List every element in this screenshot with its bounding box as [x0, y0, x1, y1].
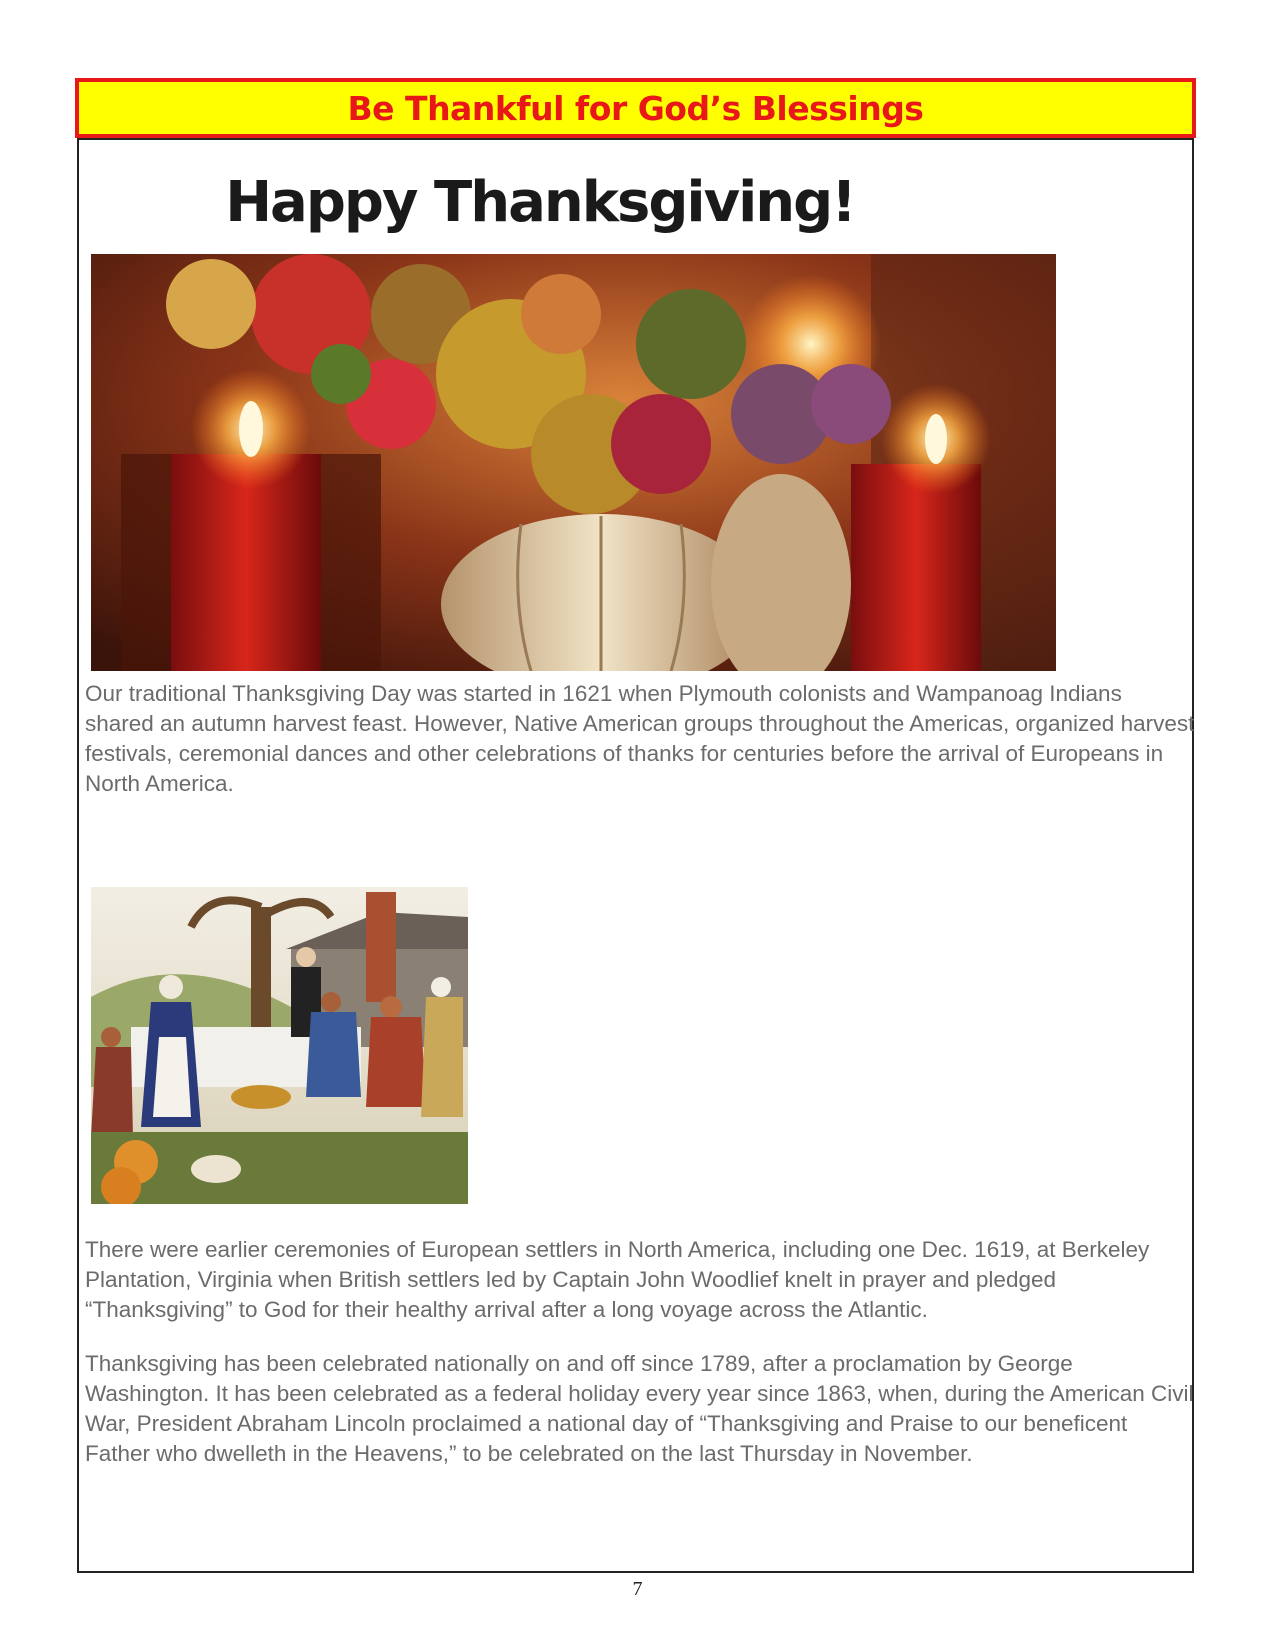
paragraph-earlier-ceremonies: There were earlier ceremonies of European settlers in North America, including one Dec. 1619, at Berkeley Plantation, Virginia when British settlers led by Captain John Woodlief knelt in prayer and pledged “Thanksgiving” to God for their healthy arrival after a long voyage across the Atlantic. [85, 1237, 1150, 1322]
page-headline: Happy Thanksgiving! [225, 170, 855, 235]
page-number: 7 [632, 1578, 643, 1600]
banner-box [75, 78, 1196, 138]
centerpiece-photo [91, 254, 1056, 671]
paragraph-national-holiday: Thanksgiving has been celebrated nationally on and off since 1789, after a proclamation by George Washington. It has been celebrated as a federal holiday every year since 1863, when, during the American Civil War, President Abraham Lincoln proclaimed a national day of “Thanksgiving and Praise to our beneficent Father who dwelleth in the Heavens,” to be celebrated on the last Thursday in November. [85, 1351, 1194, 1466]
paragraph-history: Our traditional Thanksgiving Day was started in 1621 when Plymouth colonists and Wampanoag Indians shared an autumn harvest feast. However, Native American groups throughout the Americas, organized harvest festivals, ceremonial dances and other celebrations of thanks for centuries before the arrival of Europeans in North America. [85, 681, 1195, 796]
first-thanksgiving-painting [91, 887, 468, 1204]
banner-title: Be Thankful for God’s Blessings [347, 88, 924, 128]
